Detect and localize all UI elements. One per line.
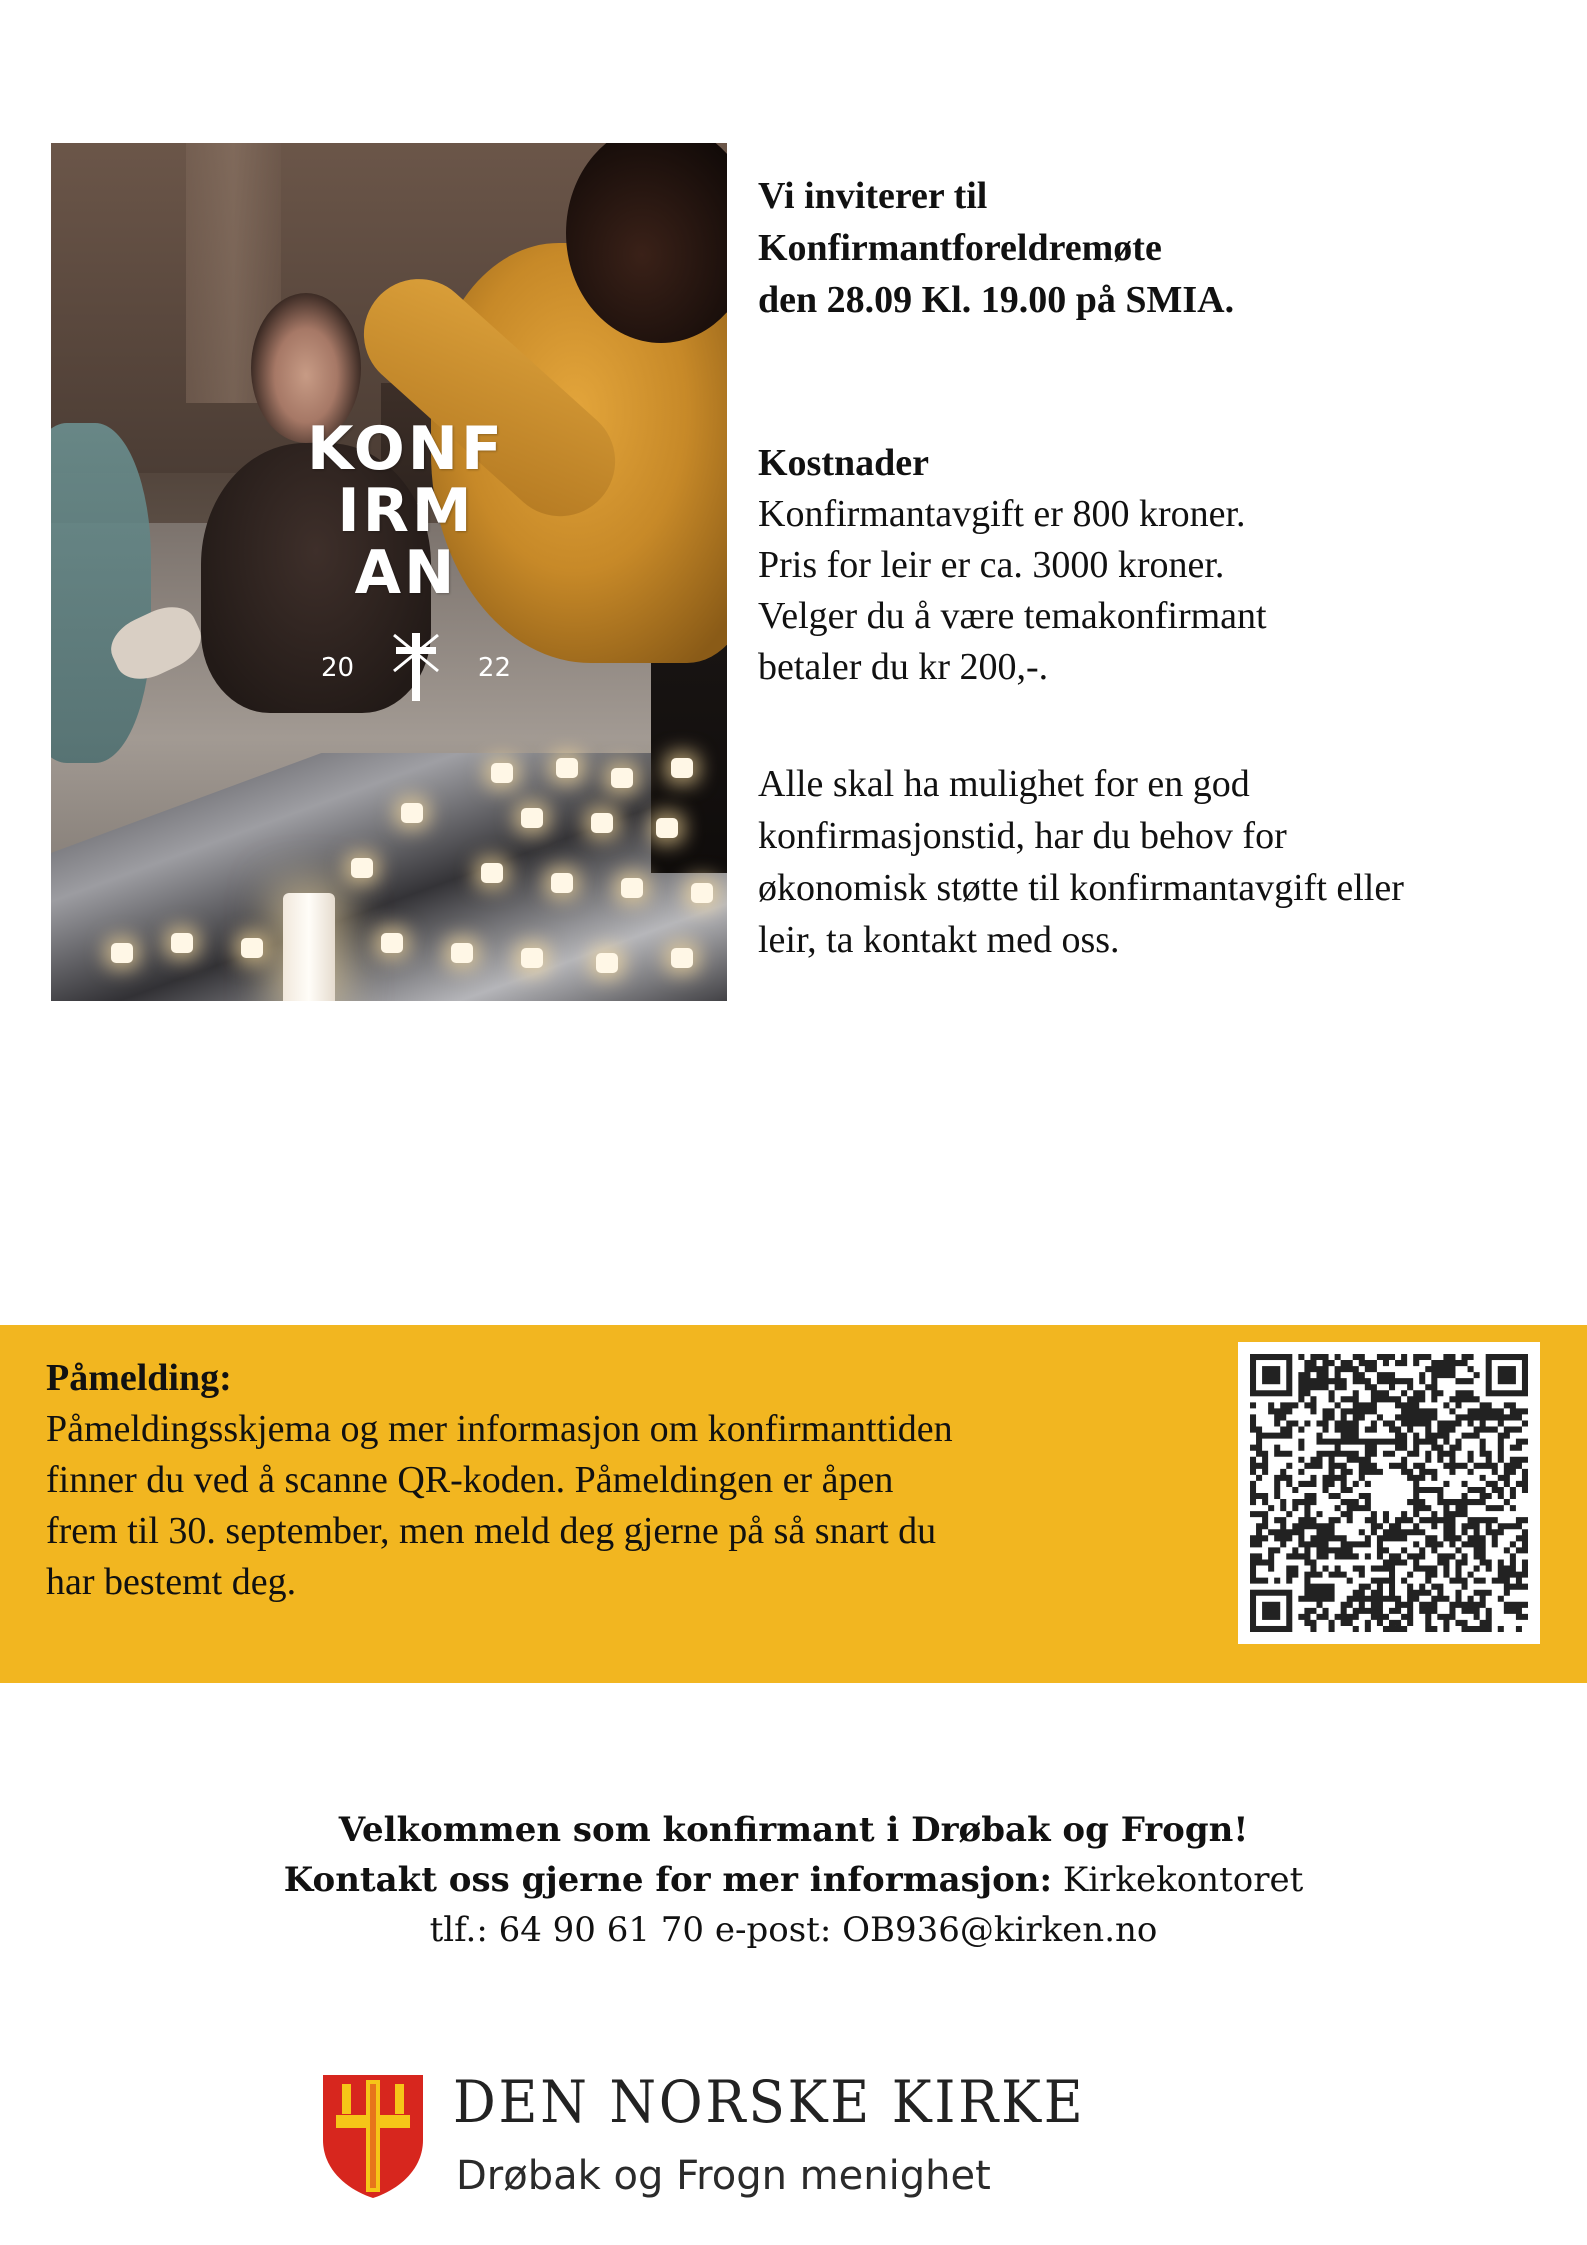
invitation-line: Vi inviterer til: [758, 175, 988, 217]
church-logo: [318, 2060, 1118, 2210]
welcome-line: Velkommen som konfirmant i Drøbak og Frogn!: [338, 1810, 1249, 1850]
contact-block: [0, 1805, 1587, 1955]
costs-line: Konfirmantavgift er 800 kroner.: [758, 493, 1246, 535]
candle: [656, 818, 678, 838]
church-shield-icon: [318, 2070, 428, 2202]
costs-line: betaler du kr 200,-.: [758, 646, 1049, 688]
candle: [171, 933, 193, 953]
costs-line: Pris for leir er ca. 3000 kroner.: [758, 544, 1225, 586]
invitation-block: [758, 170, 1558, 326]
phone-email-line: tlf.: 64 90 61 70 e-post: OB936@kirken.no: [429, 1910, 1158, 1950]
logo-year: [321, 631, 511, 701]
registration-line: Påmeldingsskjema og mer informasjon om konfirmanttiden: [46, 1408, 953, 1450]
candle: [671, 948, 693, 968]
candle: [381, 933, 403, 953]
candle: [351, 858, 373, 878]
candle: [691, 883, 713, 903]
registration-band: [0, 1325, 1587, 1683]
candle: [521, 948, 543, 968]
registration-line: har bestemt deg.: [46, 1561, 297, 1603]
candle: [111, 943, 133, 963]
konfirmant-poster-photo: [51, 143, 727, 1001]
support-line: konfirmasjonstid, har du behov for: [758, 815, 1287, 857]
invitation-line: Konfirmantforeldremøte: [758, 227, 1162, 269]
costs-block: [758, 438, 1558, 693]
photo-large-candle: [283, 893, 335, 1001]
konfirmant-logo-text: [296, 414, 516, 608]
candle: [481, 863, 503, 883]
qr-code-icon: [1250, 1354, 1528, 1632]
support-line: leir, ta kontakt med oss.: [758, 919, 1120, 961]
candle: [591, 813, 613, 833]
church-name: DEN NORSKE KIRKE: [453, 2068, 1086, 2136]
candle: [241, 938, 263, 958]
candle: [621, 878, 643, 898]
office-name: Kirkekontoret: [1062, 1860, 1304, 1900]
support-block: [758, 758, 1568, 966]
photo-seated-person: [51, 423, 151, 763]
candle: [401, 803, 423, 823]
parish-name: Drøbak og Frogn menighet: [456, 2153, 991, 2199]
invitation-line: den 28.09 Kl. 19.00 på SMIA.: [758, 279, 1235, 321]
year-left: 20: [321, 653, 355, 683]
logo-line: IRM: [337, 476, 475, 546]
contact-label: Kontakt oss gjerne for mer informasjon:: [283, 1860, 1053, 1900]
qr-code[interactable]: [1238, 1342, 1540, 1644]
logo-line: KONF: [306, 414, 505, 484]
candle: [521, 808, 543, 828]
candle: [671, 758, 693, 778]
costs-heading: Kostnader: [758, 442, 929, 484]
logo-line: AN: [354, 538, 458, 608]
candle: [596, 953, 618, 973]
candle: [451, 943, 473, 963]
cross-icon: [386, 631, 446, 703]
candle: [556, 758, 578, 778]
registration-line: frem til 30. september, men meld deg gjerne på så snart du: [46, 1510, 937, 1552]
candle: [491, 763, 513, 783]
candle: [551, 873, 573, 893]
registration-text: [46, 1353, 1196, 1608]
costs-line: Velger du å være temakonfirmant: [758, 595, 1267, 637]
registration-line: finner du ved å scanne QR-koden. Påmeldingen er åpen: [46, 1459, 894, 1501]
support-line: Alle skal ha mulighet for en god: [758, 763, 1250, 805]
support-line: økonomisk støtte til konfirmantavgift eller: [758, 867, 1404, 909]
contact-line: [0, 1855, 1587, 1905]
candle: [611, 768, 633, 788]
year-right: 22: [477, 653, 511, 683]
registration-heading: Påmelding:: [46, 1357, 232, 1399]
